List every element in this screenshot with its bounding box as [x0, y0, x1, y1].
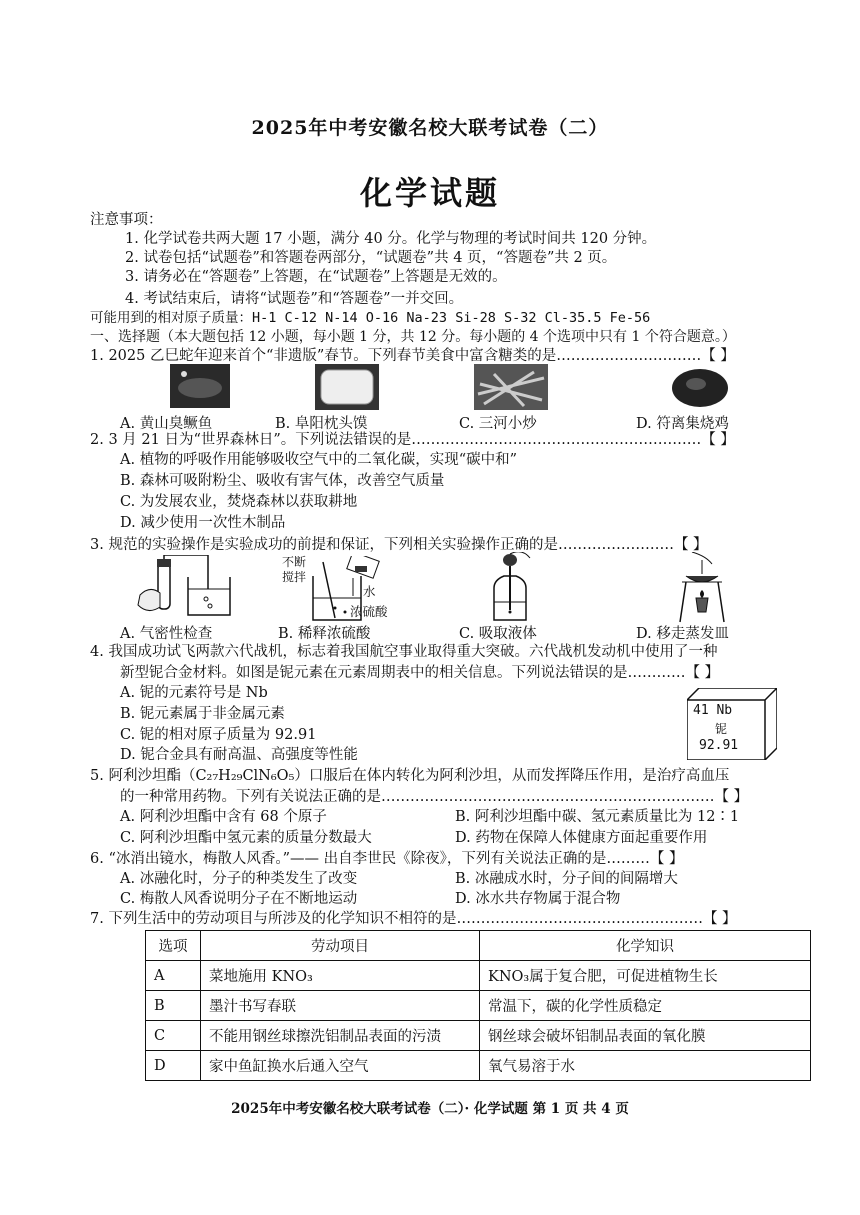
question-2-option: B. 森林可吸附粉尘、吸收有害气体，改善空气质量 [120, 473, 445, 489]
question-5-stem-cont: 的一种常用药物。下列有关说法正确的是……………………………………………………………【 】 [120, 789, 749, 805]
question-1-stem: 1. 2025 乙巳蛇年迎来首个“非遗版”春节。下列春节美食中富含糖类的是…………………………【 】 [90, 348, 735, 364]
question-7-stem: 7. 下列生活中的劳动项目与所涉及的化学知识不相符的是……………………………………………【 】 [90, 911, 737, 927]
question-4-stem: 4. 我国成功试飞两款六代战机，标志着我国航空事业取得重大突破。六代战机发动机中使用了一种 [90, 644, 718, 660]
notice-item: 2. 试卷包括“试题卷”和答题卷两部分，“试题卷”共 4 页，“答题卷”共 2 页。 [125, 250, 617, 266]
question-6-option: B. 冰融成水时，分子间的间隔增大 [455, 871, 678, 887]
label-stir: 不断 [282, 555, 307, 569]
question-6-stem: 6. “冰消出镜水，梅散人风香。”—— 出自李世民《除夜》，下列有关说法正确的是………【 】 [90, 851, 684, 867]
section-heading: 一、选择题（本大题包括 12 小题，每小题 1 分，共 12 分。每小题的 4 个选项中只有 1 个符合题意。） [90, 329, 736, 345]
table-cell: 墨汁书写春联 [201, 991, 480, 1021]
table-header: 化学知识 [480, 931, 811, 961]
food-image-chicken [668, 364, 732, 410]
table-cell: 不能用钢丝球擦洗铝制品表面的污渍 [201, 1021, 480, 1051]
question-6-option: D. 冰水共存物属于混合物 [455, 891, 621, 907]
question-2-stem: 2. 3 月 21 日为“世界森林日”。下列说法错误的是……………………………………………………【 】 [90, 432, 735, 448]
question-1-option: B. 阜阳枕头馍 [275, 416, 368, 432]
exam-title: 2025年中考安徽名校大联考试卷（二） [251, 117, 609, 139]
element-name: 铌 [715, 722, 728, 736]
apparatus-airtightness [130, 555, 240, 620]
question-4-option: D. 铌合金具有耐高温、高强度等性能 [120, 747, 358, 763]
question-3-option: B. 稀释浓硫酸 [278, 626, 371, 642]
label-water: 水 [363, 584, 376, 599]
question-7-table [145, 930, 811, 1081]
food-image-fish [170, 364, 230, 408]
notice-item: 1. 化学试卷共两大题 17 小题，满分 40 分。化学与物理的考试时间共 120 分钟。 [125, 231, 657, 247]
table-cell: 常温下，碳的化学性质稳定 [480, 991, 811, 1021]
question-4-option: B. 铌元素属于非金属元素 [120, 706, 285, 722]
table-row [146, 961, 811, 991]
table-row [146, 1021, 811, 1051]
element-mass: 92.91 [699, 738, 739, 753]
notice-heading: 注意事项： [90, 212, 163, 228]
table-cell: KNO₃属于复合肥，可促进植物生长 [480, 961, 811, 991]
question-4-option: A. 铌的元素符号是 Nb [120, 685, 268, 701]
element-number-symbol: 41 Nb [693, 703, 733, 718]
table-header: 选项 [146, 931, 201, 961]
question-1-option: D. 符离集烧鸡 [636, 416, 729, 432]
question-5-option: B. 阿利沙坦酯中碳、氢元素质量比为 12∶1 [455, 809, 740, 825]
table-header-row [146, 931, 811, 961]
food-image-bun [315, 364, 379, 410]
question-5-stem: 5. 阿利沙坦酯（C₂₇H₂₉ClN₆O₅）口服后在体内转化为阿利沙坦，从而发挥降压作用，是治疗高血压 [90, 768, 730, 784]
question-5-option: D. 药物在保障人体健康方面起重要作用 [455, 830, 708, 846]
question-3-stem: 3. 规范的实验操作是实验成功的前提和保证，下列相关实验操作正确的是……………………【 】 [90, 537, 708, 553]
table-cell: 家中鱼缸换水后通入空气 [201, 1051, 480, 1081]
notice-item: 3. 请务必在“答题卷”上答题，在“试题卷”上答题是无效的。 [125, 269, 507, 285]
table-cell: 氧气易溶于水 [480, 1051, 811, 1081]
label-stir-2: 搅拌 [282, 570, 307, 584]
food-image-stirfry [474, 364, 548, 410]
question-4-stem-cont: 新型铌合金材料。如图是铌元素在元素周期表中的相关信息。下列说法错误的是…………【 】 [120, 665, 720, 681]
question-3-option: A. 气密性检查 [120, 626, 213, 642]
question-2-option: D. 减少使用一次性木制品 [120, 515, 286, 531]
table-row [146, 991, 811, 1021]
label-acid: 浓硫酸 [350, 604, 388, 619]
apparatus-dropper [486, 552, 536, 624]
table-row [146, 1051, 811, 1081]
question-5-option: A. 阿利沙坦酯中含有 68 个原子 [120, 809, 327, 825]
question-2-option: A. 植物的呼吸作用能够吸收空气中的二氧化碳，实现“碳中和” [120, 452, 518, 468]
periodic-table-cell [687, 688, 777, 760]
table-cell: D [146, 1051, 201, 1081]
question-6-option: C. 梅散人风香说明分子在不断地运动 [120, 891, 358, 907]
table-cell: C [146, 1021, 201, 1051]
page-footer: 2025年中考安徽名校大联考试卷（二）· 化学试题 第 1 页 共 4 页 [231, 1101, 629, 1117]
table-header: 劳动项目 [201, 931, 480, 961]
question-3-option: D. 移走蒸发皿 [636, 626, 729, 642]
apparatus-evaporation [672, 552, 732, 624]
question-5-option: C. 阿利沙坦酯中氢元素的质量分数最大 [120, 830, 372, 846]
question-1-option: A. 黄山臭鳜鱼 [120, 416, 213, 432]
table-cell: A [146, 961, 201, 991]
notice-item: 4. 考试结束后，请将“试题卷”和“答题卷”一并交回。 [125, 291, 464, 307]
question-1-option: C. 三河小炒 [459, 416, 537, 432]
atomic-mass-line: 可能用到的相对原子质量：H-1 C-12 N-14 O-16 Na-23 Si-28 S-32 Cl-35.5 Fe-56 [90, 310, 651, 326]
table-cell: 菜地施用 KNO₃ [201, 961, 480, 991]
subject-title: 化学试题 [359, 174, 500, 212]
table-cell: 钢丝球会破坏铝制品表面的氧化膜 [480, 1021, 811, 1051]
question-6-option: A. 冰融化时，分子的种类发生了改变 [120, 871, 358, 887]
table-cell: B [146, 991, 201, 1021]
formula: C₂₇H₂₉ClN₆O₅ [195, 768, 295, 784]
question-3-option: C. 吸取液体 [459, 626, 537, 642]
question-2-option: C. 为发展农业，焚烧森林以获取耕地 [120, 494, 358, 510]
question-4-option: C. 铌的相对原子质量为 92.91 [120, 727, 317, 743]
